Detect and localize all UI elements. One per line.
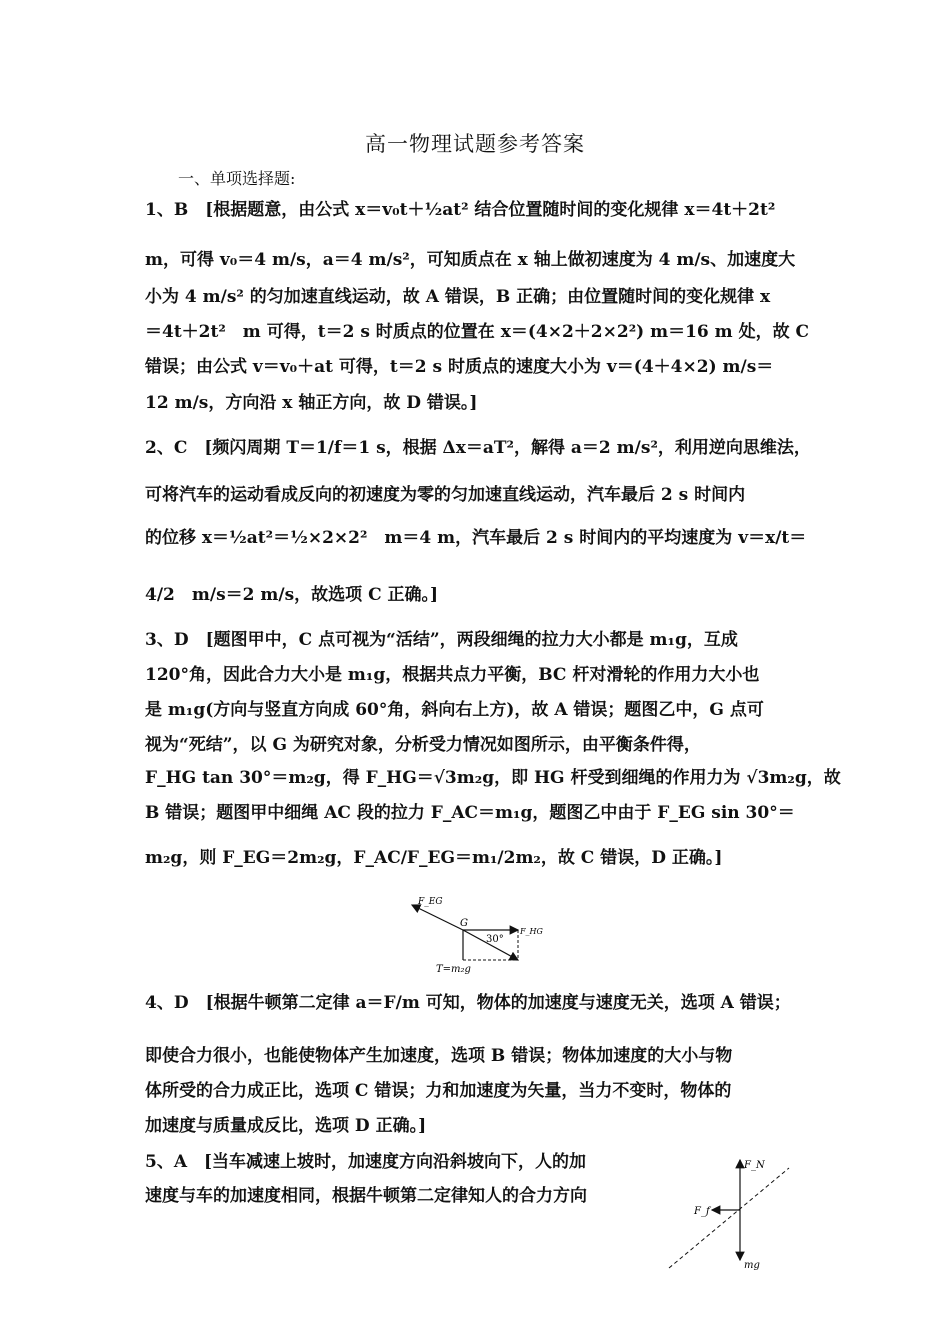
label-t: T=m₂g <box>436 964 471 975</box>
answer-line: B 错误；题图甲中细绳 AC 段的拉力 F_AC＝m₁g，题图乙中由于 F_EG sin 30°＝ <box>145 803 795 823</box>
answer-line: m₂g，则 F_EG＝2m₂g，F_AC/F_EG＝m₁/2m₂，故 C 错误，D 正确。] <box>145 848 723 868</box>
answer-line: 的位移 x＝½at²＝½×2×2² m＝4 m，汽车最后 2 s 时间内的平均速度为 v＝x/t＝ <box>145 528 807 548</box>
answer-line: 体所受的合力成正比，选项 C 错误；力和加速度为矢量，当力不变时，物体的 <box>145 1081 732 1101</box>
answer-line: 3、D [题图甲中，C 点可视为“活结”，两段细绳的拉力大小都是 m₁g，互成 <box>145 630 738 650</box>
answer-line: 小为 4 m/s² 的匀加速直线运动，故 A 错误，B 正确；由位置随时间的变化规律 x <box>145 287 771 307</box>
label-feg: F_EG <box>418 897 443 907</box>
section-heading: 一、单项选择题: <box>178 169 296 188</box>
answer-line: 速度与车的加速度相同，根据牛顿第二定律知人的合力方向 <box>145 1186 587 1206</box>
answer-line: 2、C [频闪周期 T＝1/f＝1 s，根据 Δx＝aT²，解得 a＝2 m/s²，利用逆向思维法， <box>145 438 811 458</box>
answer-line: 5、A [当车减速上坡时，加速度方向沿斜坡向下，人的加 <box>145 1152 587 1172</box>
answer-line: 即使合力很小，也能使物体产生加速度，选项 B 错误；物体加速度的大小与物 <box>145 1046 733 1066</box>
page-title: 高一物理试题参考答案 <box>365 132 585 156</box>
answer-line: 4、D [根据牛顿第二定律 a＝F/m 可知，物体的加速度与速度无关，选项 A 错误； <box>145 993 791 1013</box>
answer-line: 加速度与质量成反比，选项 D 正确。] <box>145 1116 427 1136</box>
label-g: G <box>460 918 468 929</box>
answer-line: 120°角，因此合力大小是 m₁g，根据共点力平衡，BC 杆对滑轮的作用力大小也 <box>145 665 760 685</box>
label-fhg: F_HG <box>520 927 543 936</box>
answer-line: 12 m/s，方向沿 x 轴正方向，故 D 错误。] <box>145 393 478 413</box>
answer-line: 可将汽车的运动看成反向的初速度为零的匀加速直线运动，汽车最后 2 s 时间内 <box>145 485 746 505</box>
label-ff: F_f <box>694 1206 710 1217</box>
label-mg: mg <box>744 1260 760 1271</box>
label-fn: F_N <box>744 1160 765 1171</box>
answer-line: F_HG tan 30°＝m₂g，得 F_HG＝√3m₂g，即 HG 杆受到细绳的作用力为 √3m₂g，故 <box>145 768 841 788</box>
answer-line: 1、B [根据题意，由公式 x＝v₀t＋½at² 结合位置随时间的变化规律 x＝4t＋2t² <box>145 200 776 220</box>
label-angle: 30° <box>486 934 504 945</box>
answer-line: 4/2 m/s＝2 m/s，故选项 C 正确。] <box>145 585 439 605</box>
answer-line: m，可得 v₀＝4 m/s，a＝4 m/s²，可知质点在 x 轴上做初速度为 4 m/s、加速度大 <box>145 250 796 270</box>
answer-line: 错误；由公式 v＝v₀＋at 可得，t＝2 s 时质点的速度大小为 v＝(4＋4×2) m/s＝ <box>145 357 774 377</box>
force-diagram-g <box>398 890 558 980</box>
answer-line: 是 m₁g(方向与竖直方向成 60°角，斜向右上方)，故 A 错误；题图乙中，G 点可 <box>145 700 764 720</box>
answer-line: 视为“死结”，以 G 为研究对象，分析受力情况如图所示，由平衡条件得， <box>145 735 701 755</box>
force-diagram-person <box>664 1148 794 1278</box>
answer-line: ＝4t＋2t² m 可得，t＝2 s 时质点的位置在 x＝(4×2＋2×2²) m＝16 m 处，故 C <box>145 322 810 342</box>
